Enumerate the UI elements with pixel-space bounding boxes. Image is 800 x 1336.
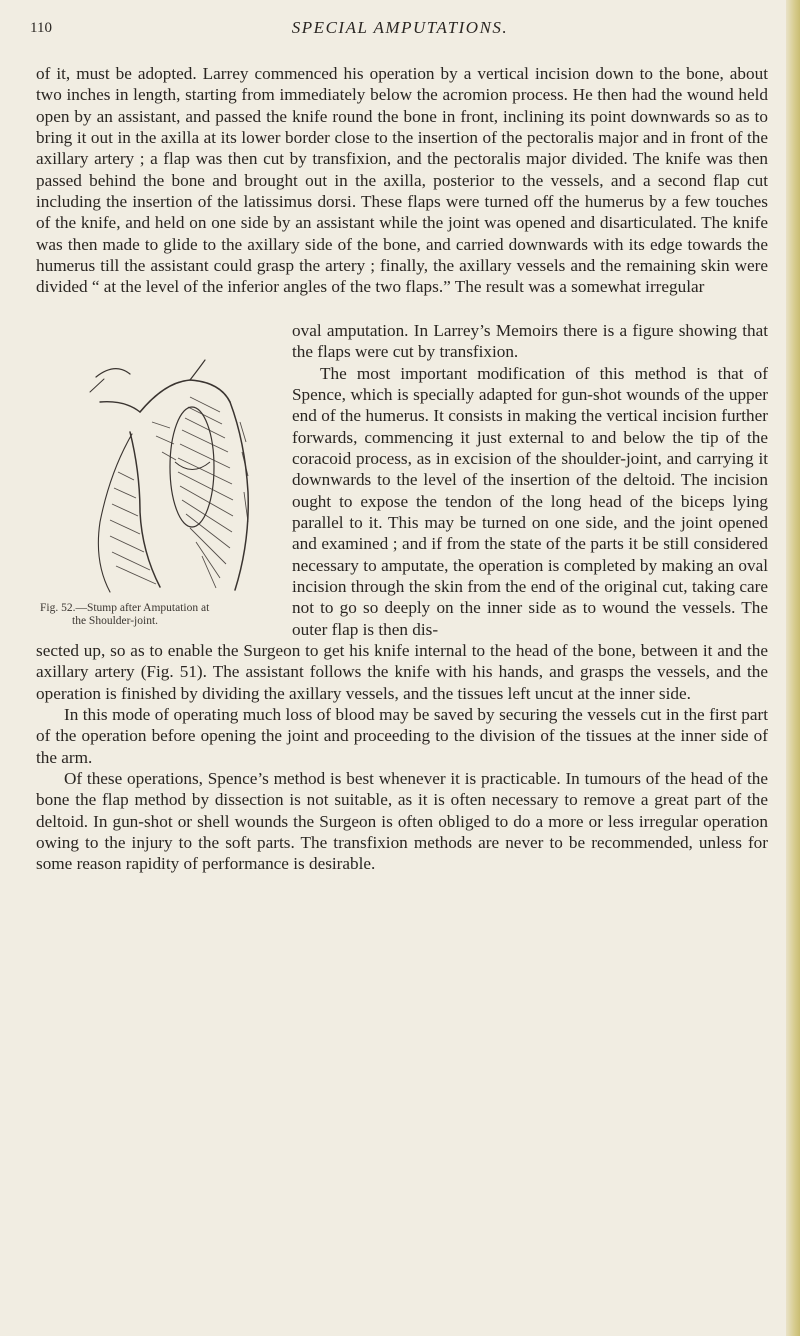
text-block-side bbox=[292, 320, 768, 640]
text-block-bottom bbox=[36, 640, 768, 875]
paragraph-1-continued: oval amputation. In Larrey’s Memoirs there is a figure showing that the flaps were cut by transfixion. bbox=[292, 321, 768, 362]
caption-line-1: Fig. 52.—Stump after Amputation at bbox=[40, 602, 210, 614]
caption-line-2: the Shoulder-joint. bbox=[72, 615, 159, 627]
figure-caption bbox=[40, 602, 280, 628]
page-edge bbox=[786, 0, 800, 1336]
figure-52-illustration bbox=[70, 352, 290, 610]
page-number: 110 bbox=[30, 20, 52, 36]
shoulder-stump-engraving bbox=[70, 352, 290, 610]
paragraph-2-continued: sected up, so as to enable the Surgeon to get his knife internal to the head of the bone, between it and the axillary artery (Fig. 51). The assistant follows the knife with his hands, and grasps the vessels, and the operation is finished by dividing the axillary vessels, and the tissues left uncut at the inner side. bbox=[36, 641, 768, 703]
running-head: SPECIAL AMPUTATIONS. bbox=[291, 18, 509, 37]
text-block-top bbox=[36, 63, 768, 298]
paragraph-4: Of these operations, Spence’s method is best whenever it is practicable. In tumours of the head of the bone the flap method by dissection is not suitable, as it is often necessary to remove a great part of the deltoid. In gun-shot or shell wounds the Surgeon is often obliged to do a more or less irregular operation owing to the injury to the soft parts. The transfixion methods are never to be recommended, unless for some reason rapidity of performance is desirable. bbox=[36, 769, 768, 874]
paragraph-1: of it, must be adopted. Larrey commenced his operation by a vertical incision down to the bone, about two inches in length, starting from immediately below the acromion process. He then had the wound held open by an assistant, and passed the knife round the bone in front, inclining its point downwards so as to bring it out in the axilla at its lower border close to the insertion of the pectoralis major and in front of the axillary artery ; a flap was then cut by transfixion, and the pectoralis major divided. The knife was then passed behind the bone and brought out in the axilla, posterior to the vessels, and a second flap cut including the insertion of the latissimus dorsi. These flaps were turned off the humerus by a few touches of the knife, and held on one side by an assistant while the joint was opened and disarticulated. The knife was then made to glide to the axillary side of the bone, and carried downwards with its edge towards the humerus till the assistant could grasp the artery ; finally, the axillary vessels and the remaining skin were divided “ at the level of the inferior angles of the two flaps.” The result was a somewhat irregular bbox=[36, 64, 768, 297]
paragraph-3: In this mode of operating much loss of blood may be saved by securing the vessels cut in the first part of the operation before opening the joint and proceeding to the division of the tissues at the inner side of the arm. bbox=[36, 705, 768, 767]
paragraph-2: The most important modification of this method is that of Spence, which is specially adapted for gun-shot wounds of the upper end of the humerus. It consists in making the vertical incision further forwards, commencing it just external to and below the tip of the coracoid process, as in excision of the shoulder-joint, and carrying it downwards to the level of the insertion of the deltoid. The incision ought to expose the tendon of the long head of the biceps lying parallel to it. This may be turned on one side, and the joint opened and examined ; and if from the state of the parts it be still considered necessary to amputate, the operation is completed by making an oval incision through the skin from the end of the original cut, taking care not to go so deeply on the inner side as to wound the vessels. The outer flap is then dis- bbox=[292, 363, 768, 639]
page-header bbox=[30, 18, 770, 42]
